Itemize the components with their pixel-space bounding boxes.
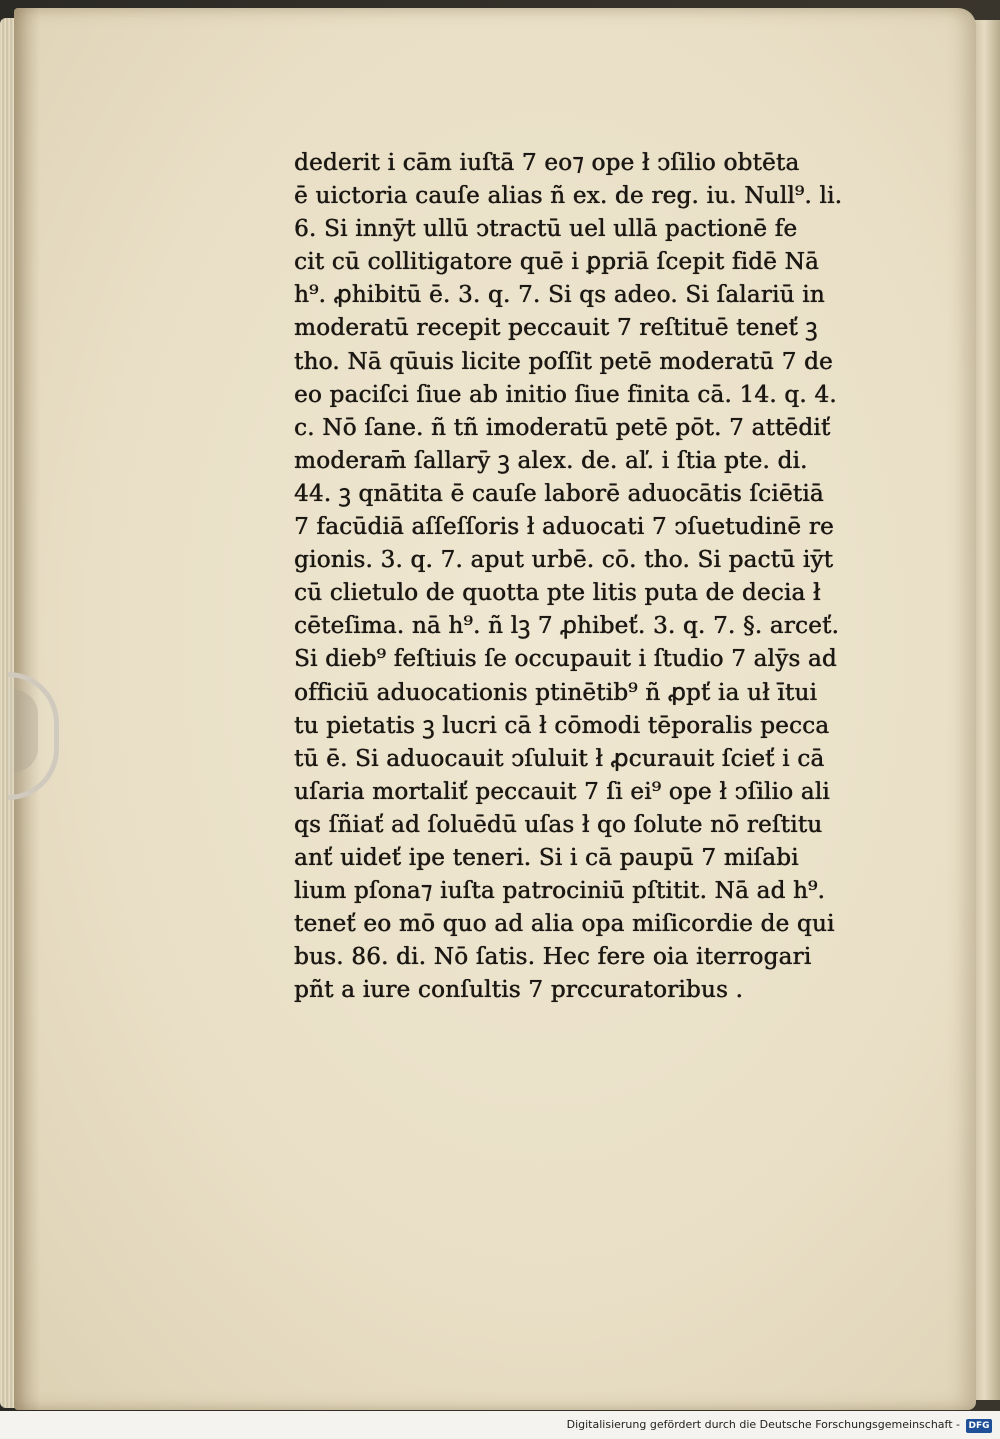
text-line: tho. Nā qūuis licite poſſit petē moderatū 7 de bbox=[294, 346, 833, 375]
text-line: gionis. 3. q. 7. aput urbē. cō. tho. Si pactū iȳt bbox=[294, 545, 834, 574]
text-line: cēteſima. nā h⁹. ñ lꝫ 7 ꝓhibeť. 3. q. 7. §. arceť. bbox=[294, 611, 840, 640]
text-line: qs ſñiať ad ſoluēdū uſas ł qo ſolute nō reſtitu bbox=[294, 809, 823, 838]
text-line: pñt a iure conſultis 7 prccuratoribus . bbox=[294, 975, 744, 1004]
text-line: teneť eo mō quo ad alia opa miſicordie de qui bbox=[294, 909, 835, 938]
text-line: h⁹. ꝓhibitū ē. 3. q. 7. Si qs adeo. Si ſalariū in bbox=[294, 280, 825, 309]
text-line: eo paciſci ſiue ab initio ſiue finita cā. 14. q. 4. bbox=[294, 379, 837, 408]
text-line: c. Nō ſane. ñ tñ imoderatū petē pōt. 7 attēdiť bbox=[294, 412, 831, 441]
text-line: cū clietulo de quotta pte litis puta de decia ł bbox=[294, 578, 821, 607]
text-block bbox=[294, 146, 894, 1006]
text-line: moderam̄ ſallarȳ ꝫ alex. de. aľ. i ſtia pte. di. bbox=[294, 445, 808, 474]
text-line: tu pietatis ꝫ lucri cā ł cōmodi tēporalis pecca bbox=[294, 710, 830, 739]
footer-bar bbox=[0, 1411, 1000, 1439]
text-line: tū ē. Si aduocauit ↄſuluit ł ꝓcurauit ſcieť i cā bbox=[294, 743, 825, 772]
text-line: Si dieb⁹ feſtiuis ſe occupauit i ſtudio 7 alȳs ad bbox=[294, 644, 837, 673]
text-line: 6. Si innȳt ullū ↄtractū uel ullā pactionē fe bbox=[294, 214, 798, 243]
adjacent-leaf bbox=[974, 20, 1000, 1400]
text-line: dederit i cām iuſtā 7 eo⁊ ope ł ↄſilio obtēta bbox=[294, 148, 800, 176]
text-line: ē uictoria cauſe alias ñ ex. de reg. iu. Null⁹. li. bbox=[294, 181, 843, 210]
text-line: moderatū recepit peccauit 7 reſtituē teneť ꝫ bbox=[294, 313, 818, 342]
text-line: 7 facūdiā aſſeſſoris ł aduocati 7 ↄſuetudinē re bbox=[294, 512, 834, 541]
text-line: anť uideť ipe teneri. Si i cā paupū 7 miſabi bbox=[294, 842, 799, 871]
text-line: lium pſona⁊ iuſta patrociniū pſtitit. Nā ad h⁹. bbox=[294, 876, 826, 905]
text-line: officiū aduocationis ptinētib⁹ ñ ꝓpť ia uł ītui bbox=[294, 677, 818, 706]
footer-credit: Digitalisierung gefördert durch die Deutsche Forschungsgemeinschaft - bbox=[566, 1418, 960, 1431]
text-line: 44. ꝫ qnātita ē cauſe laborē aduocātis ſciētiā bbox=[294, 478, 824, 507]
text-line: cit cū collitigatore quē i ꝑpriā ſcepit fidē Nā bbox=[294, 247, 819, 276]
text-line: uſaria mortaliť peccauit 7 ſi ei⁹ ope ł ↄſilio ali bbox=[294, 776, 830, 805]
text-line: bus. 86. di. Nō ſatis. Hec fere oia iterrogari bbox=[294, 942, 812, 971]
dfg-logo: DFG bbox=[966, 1419, 992, 1433]
